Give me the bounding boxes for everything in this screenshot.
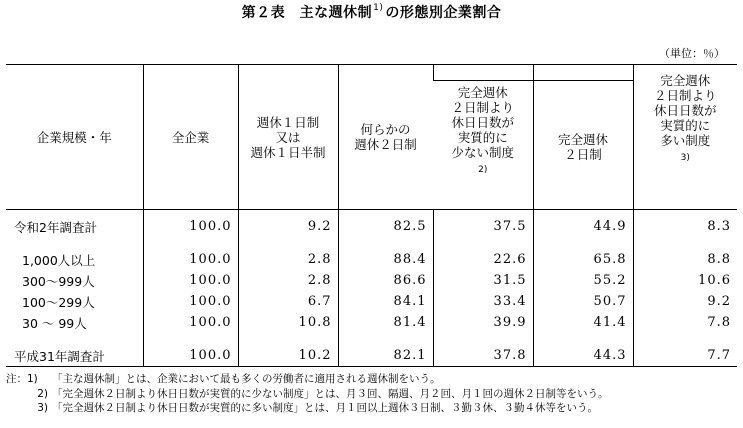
header-all-companies: 全企業 (143, 65, 238, 210)
header-full-2day: 完全週休 ２日制 (533, 81, 633, 210)
data-table (6, 64, 737, 367)
header-fewer-holidays: 完全週休 ２日制より 休日日数が 実質的に 少ない制度 2) (433, 81, 533, 210)
title-footnote-ref: 1) (373, 3, 384, 13)
row-label: 300～999人 (22, 273, 95, 289)
row-label: 1,000人以上 (22, 252, 96, 268)
table-row: 1,000人以上 100.0 2.8 88.4 22.6 65.8 8.8 (6, 249, 737, 270)
row-label: 100～299人 (22, 294, 95, 310)
table-row: 平成31年調査計 100.0 10.2 82.1 37.8 44.3 7.7 (6, 345, 737, 367)
footnote-ref-2: 2) (478, 165, 488, 175)
footnote-1: 注：1) 「主な週休制」とは、企業において最も多くの労働者に適用される週休制をいう。 (6, 373, 441, 385)
table-row: 令和2年調査計 100.0 9.2 82.5 37.5 44.9 8.3 (6, 210, 737, 238)
row-label: 30 ～ 99人 (22, 315, 87, 331)
row-label: 平成31年調査計 (14, 348, 105, 364)
unit-label: （単位：％） (659, 47, 725, 60)
header-any-2day: 何らかの 週休２日制 (338, 65, 433, 210)
table-row: 300～999人 100.0 2.8 86.6 31.5 55.2 10.6 (6, 270, 737, 291)
header-more-holidays: 完全週休 ２日制より 休日日数が 実質的に 多い制度 3) (633, 65, 737, 210)
table-title (0, 2, 743, 22)
title-main: 第２表 主な週休制 (241, 5, 373, 21)
footnote-2: 2) 「完全週休２日制より休日日数が実質的に少ない制度」とは、月３回、隔週、月２回、月１回の週休２日制等をいう。 (37, 387, 609, 400)
footnotes (6, 372, 609, 416)
title-rest: の形態別企業割合 (385, 5, 502, 21)
footnote-ref-3: 3) (680, 153, 690, 163)
table-row: 30 ～ 99人 100.0 10.8 81.4 39.9 41.4 7.8 (6, 312, 737, 333)
table-row: 100～299人 100.0 6.7 84.1 33.4 50.7 9.2 (6, 291, 737, 312)
header-company-size: 企業規模・年 (36, 129, 112, 145)
footnote-3: 3) 「完全週休２日制より休日日数が実質的に多い制度」とは、月１回以上週休３日制、３勤３休、３勤４休等をいう。 (37, 402, 598, 414)
row-label: 令和2年調査計 (14, 219, 97, 235)
header-weekly-1day: 週休１日制 又は 週休１日半制 (238, 65, 338, 210)
